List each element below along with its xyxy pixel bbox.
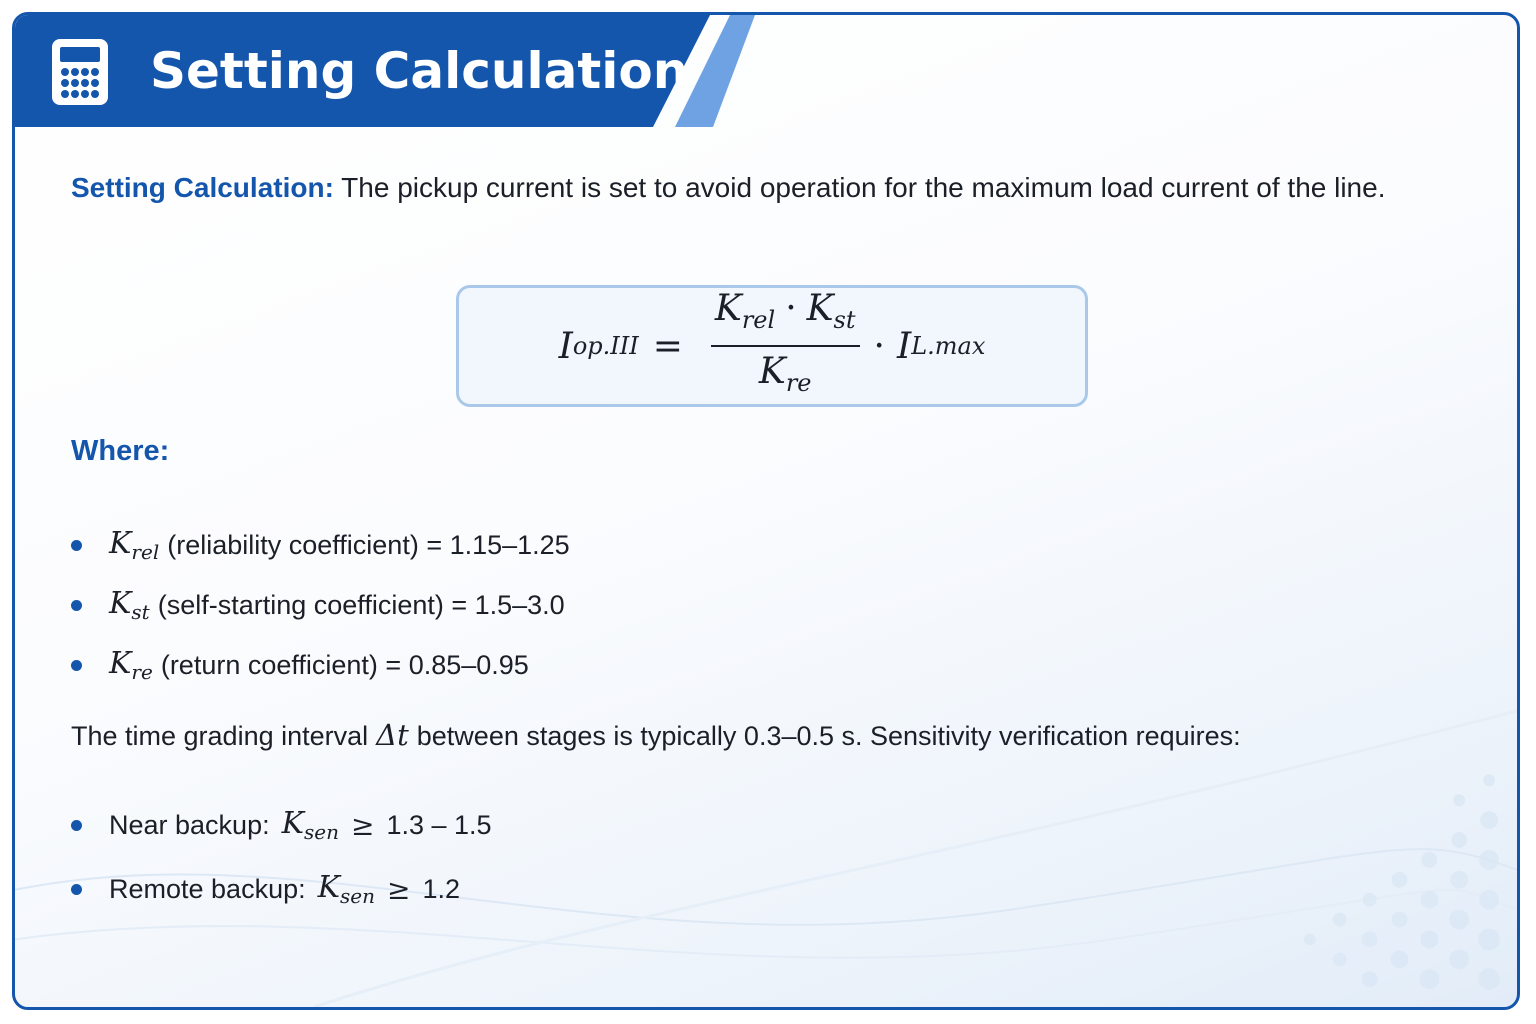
- delta-t-symbol: Δt: [376, 718, 409, 752]
- pickup-current-formula: [459, 288, 1085, 404]
- coefficient-description: (return coefficient) = 0.85–0.95: [160, 649, 529, 680]
- numerator-k-st-sub: st: [833, 306, 856, 334]
- coefficient-symbol: $K_{st}$: [109, 586, 150, 624]
- list-item: [71, 793, 492, 857]
- bullet-icon: [71, 600, 82, 611]
- bullet-icon: [71, 820, 82, 831]
- denominator-k-re: K: [758, 351, 786, 392]
- bullet-icon: [71, 660, 82, 671]
- list-item: [71, 635, 570, 695]
- formula-equals: =: [652, 325, 683, 367]
- where-heading: Where:: [71, 435, 170, 467]
- bullet-icon: [71, 884, 82, 895]
- calculator-icon: [52, 39, 108, 105]
- numerator-k-st: K: [806, 288, 834, 329]
- denominator-k-re-sub: re: [785, 369, 812, 397]
- formula-dot: ·: [873, 325, 885, 367]
- timing-after: between stages is typically 0.3–0.5 s. Sensitivity verification requires:: [416, 721, 1241, 751]
- coefficient-description: (self-starting coefficient) = 1.5–3.0: [157, 589, 565, 620]
- sensitivity-list: [71, 793, 492, 921]
- formula-rhs: I: [896, 325, 912, 367]
- formula-rhs-sub: L.max: [911, 332, 986, 360]
- geq-symbol: ≥: [351, 808, 375, 842]
- numerator-k-rel: K: [714, 288, 742, 329]
- sensitivity-symbol: $K_{sen}$: [317, 870, 376, 908]
- formula-fraction: [711, 286, 860, 406]
- numerator-k-rel-sub: rel: [741, 306, 776, 334]
- formula-denominator: [759, 347, 812, 406]
- intro-lead: Setting Calculation:: [71, 172, 334, 203]
- page-title: Setting Calculation: [150, 42, 689, 100]
- coefficient-description: (reliability coefficient) = 1.15–1.25: [167, 529, 570, 560]
- content-card: [12, 12, 1520, 1010]
- bullet-icon: [71, 540, 82, 551]
- sensitivity-label: Remote backup:: [109, 873, 306, 904]
- sensitivity-symbol: $K_{sen}$: [281, 806, 339, 844]
- timing-paragraph: [71, 715, 1241, 756]
- list-item: [71, 575, 570, 635]
- geq-symbol: ≥: [387, 872, 411, 906]
- list-item: [71, 857, 492, 921]
- intro-paragraph: [71, 161, 1401, 214]
- formula-numerator: [711, 286, 860, 347]
- formula-lhs: I: [558, 325, 573, 367]
- coefficient-symbol: $K_{re}$: [109, 646, 153, 684]
- sensitivity-value: 1.3 – 1.5: [386, 809, 492, 840]
- timing-before: The time grading interval: [71, 721, 369, 751]
- formula-lhs-sub: op.III: [572, 332, 639, 360]
- sensitivity-label: Near backup:: [109, 809, 270, 840]
- list-item: [71, 515, 570, 575]
- sensitivity-value: 1.2: [422, 873, 461, 904]
- intro-text: The pickup current is set to avoid operation for the maximum load current of the line.: [333, 172, 1386, 203]
- coefficient-symbol: $K_{rel}$: [109, 526, 160, 564]
- formula-box: [456, 285, 1088, 407]
- coefficient-list: [71, 515, 570, 695]
- numerator-dot: ·: [785, 288, 797, 329]
